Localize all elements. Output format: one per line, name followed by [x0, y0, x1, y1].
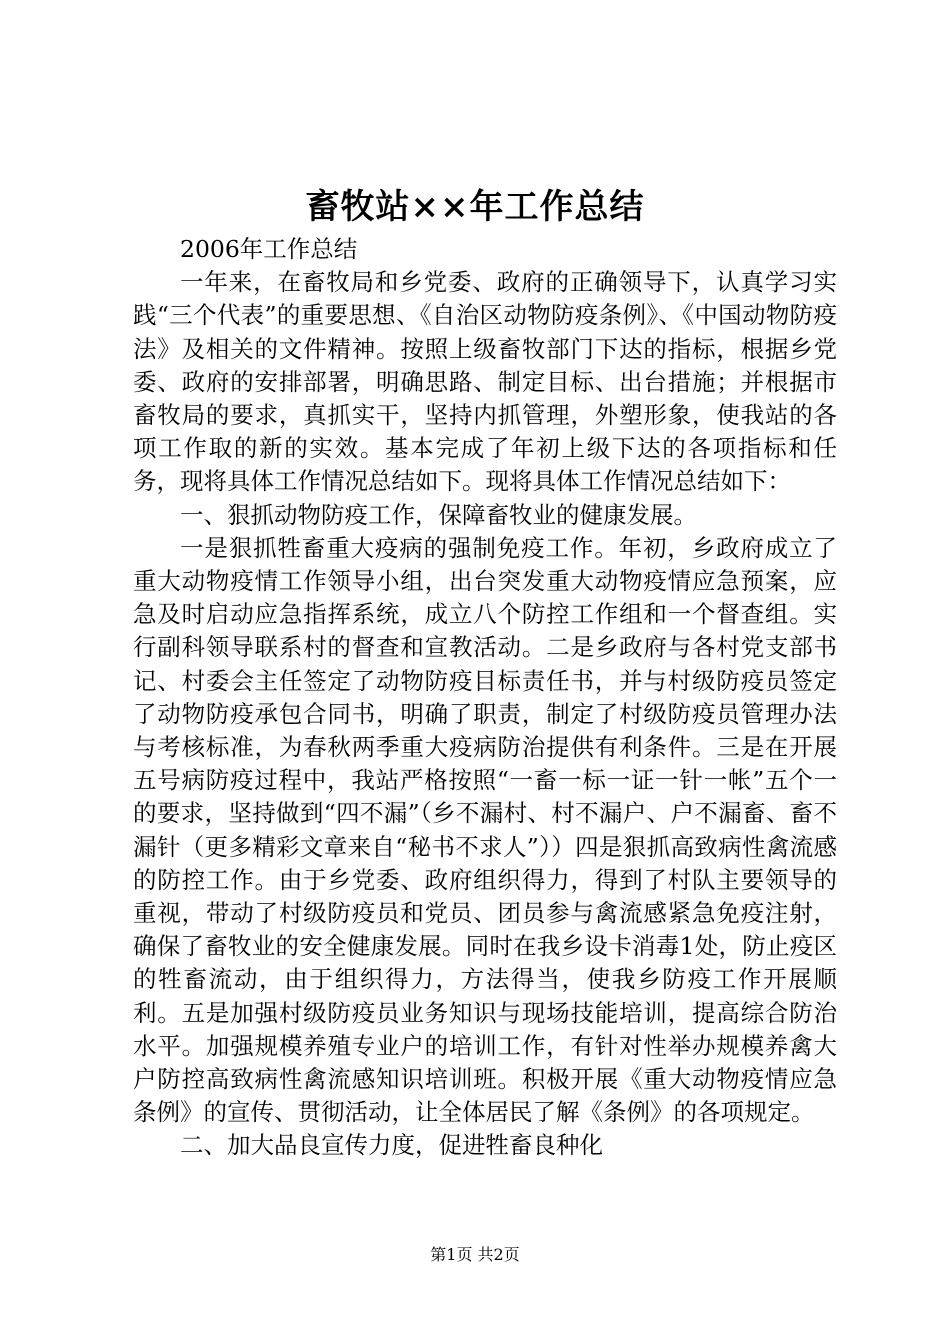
- body-paragraph: 一是狠抓牲畜重大疫病的强制免疫工作。年初，乡政府成立了重大动物疫情工作领导小组，出台突发重大动物疫情应急预案，应急及时启动应急指挥系统，成立八个防控工作组和一个督查组。实行副科领导联系村的督查和宣教活动。二是乡政府与各村党支部书记、村委会主任签定了动物防疫目标责任书，并与村级防疫员签定了动物防疫承包合同书，明确了职责，制定了村级防疫员管理办法与考核标准，为春秋两季重大疫病防治提供有利条件。三是在开展五号病防疫过程中，我站严格按照“一畜一标一证一针一帐”五个一的要求，坚持做到“四不漏”（乡不漏村、村不漏户、户不漏畜、畜不漏针（更多精彩文章来自“秘书不求人”））四是狠抓高致病性禽流感的防控工作。由于乡党委、政府组织得力，得到了村队主要领导的重视，带动了村级防疫员和党员、团员参与禽流感紧急免疫注射，确保了畜牧业的安全健康发展。同时在我乡设卡消毒1处，防止疫区的牲畜流动，由于组织得力，方法得当，使我乡防疫工作开展顺利。五是加强村级防疫员业务知识与现场技能培训，提高综合防治水平。加强规模养殖专业户的培训工作，有针对性举办规模养禽大户防控高致病性禽流感知识培训班。积极开展《重大动物疫情应急条例》的宣传、贯彻活动，让全体居民了解《条例》的各项规定。: [133, 533, 837, 1127]
- body-paragraph: 二、加大品良宣传力度，促进牲畜良种化: [180, 1131, 603, 1160]
- document-body: [133, 233, 837, 1163]
- body-paragraph: 2006年工作总结: [180, 235, 358, 263]
- page-number-footer: 第1页 共2页: [430, 1245, 520, 1264]
- body-paragraph: 一、狠抓动物防疫工作，保障畜牧业的健康发展。: [180, 500, 697, 529]
- document-title: 畜牧站××年工作总结: [305, 187, 645, 227]
- body-paragraph: 一年来，在畜牧局和乡党委、政府的正确领导下，认真学习实践“三个代表”的重要思想、《自治区动物防疫条例》、《中国动物防疫法》及相关的文件精神。按照上级畜牧部门下达的指标，根据乡党委、政府的安排部署，明确思路、制定目标、出台措施；并根据市畜牧局的要求，真抓实干，坚持内抓管理，外塑形象，使我站的各项工作取的新的实效。基本完成了年初上级下达的各项指标和任务，现将具体工作情况总结如下。现将具体工作情况总结如下：: [133, 268, 837, 496]
